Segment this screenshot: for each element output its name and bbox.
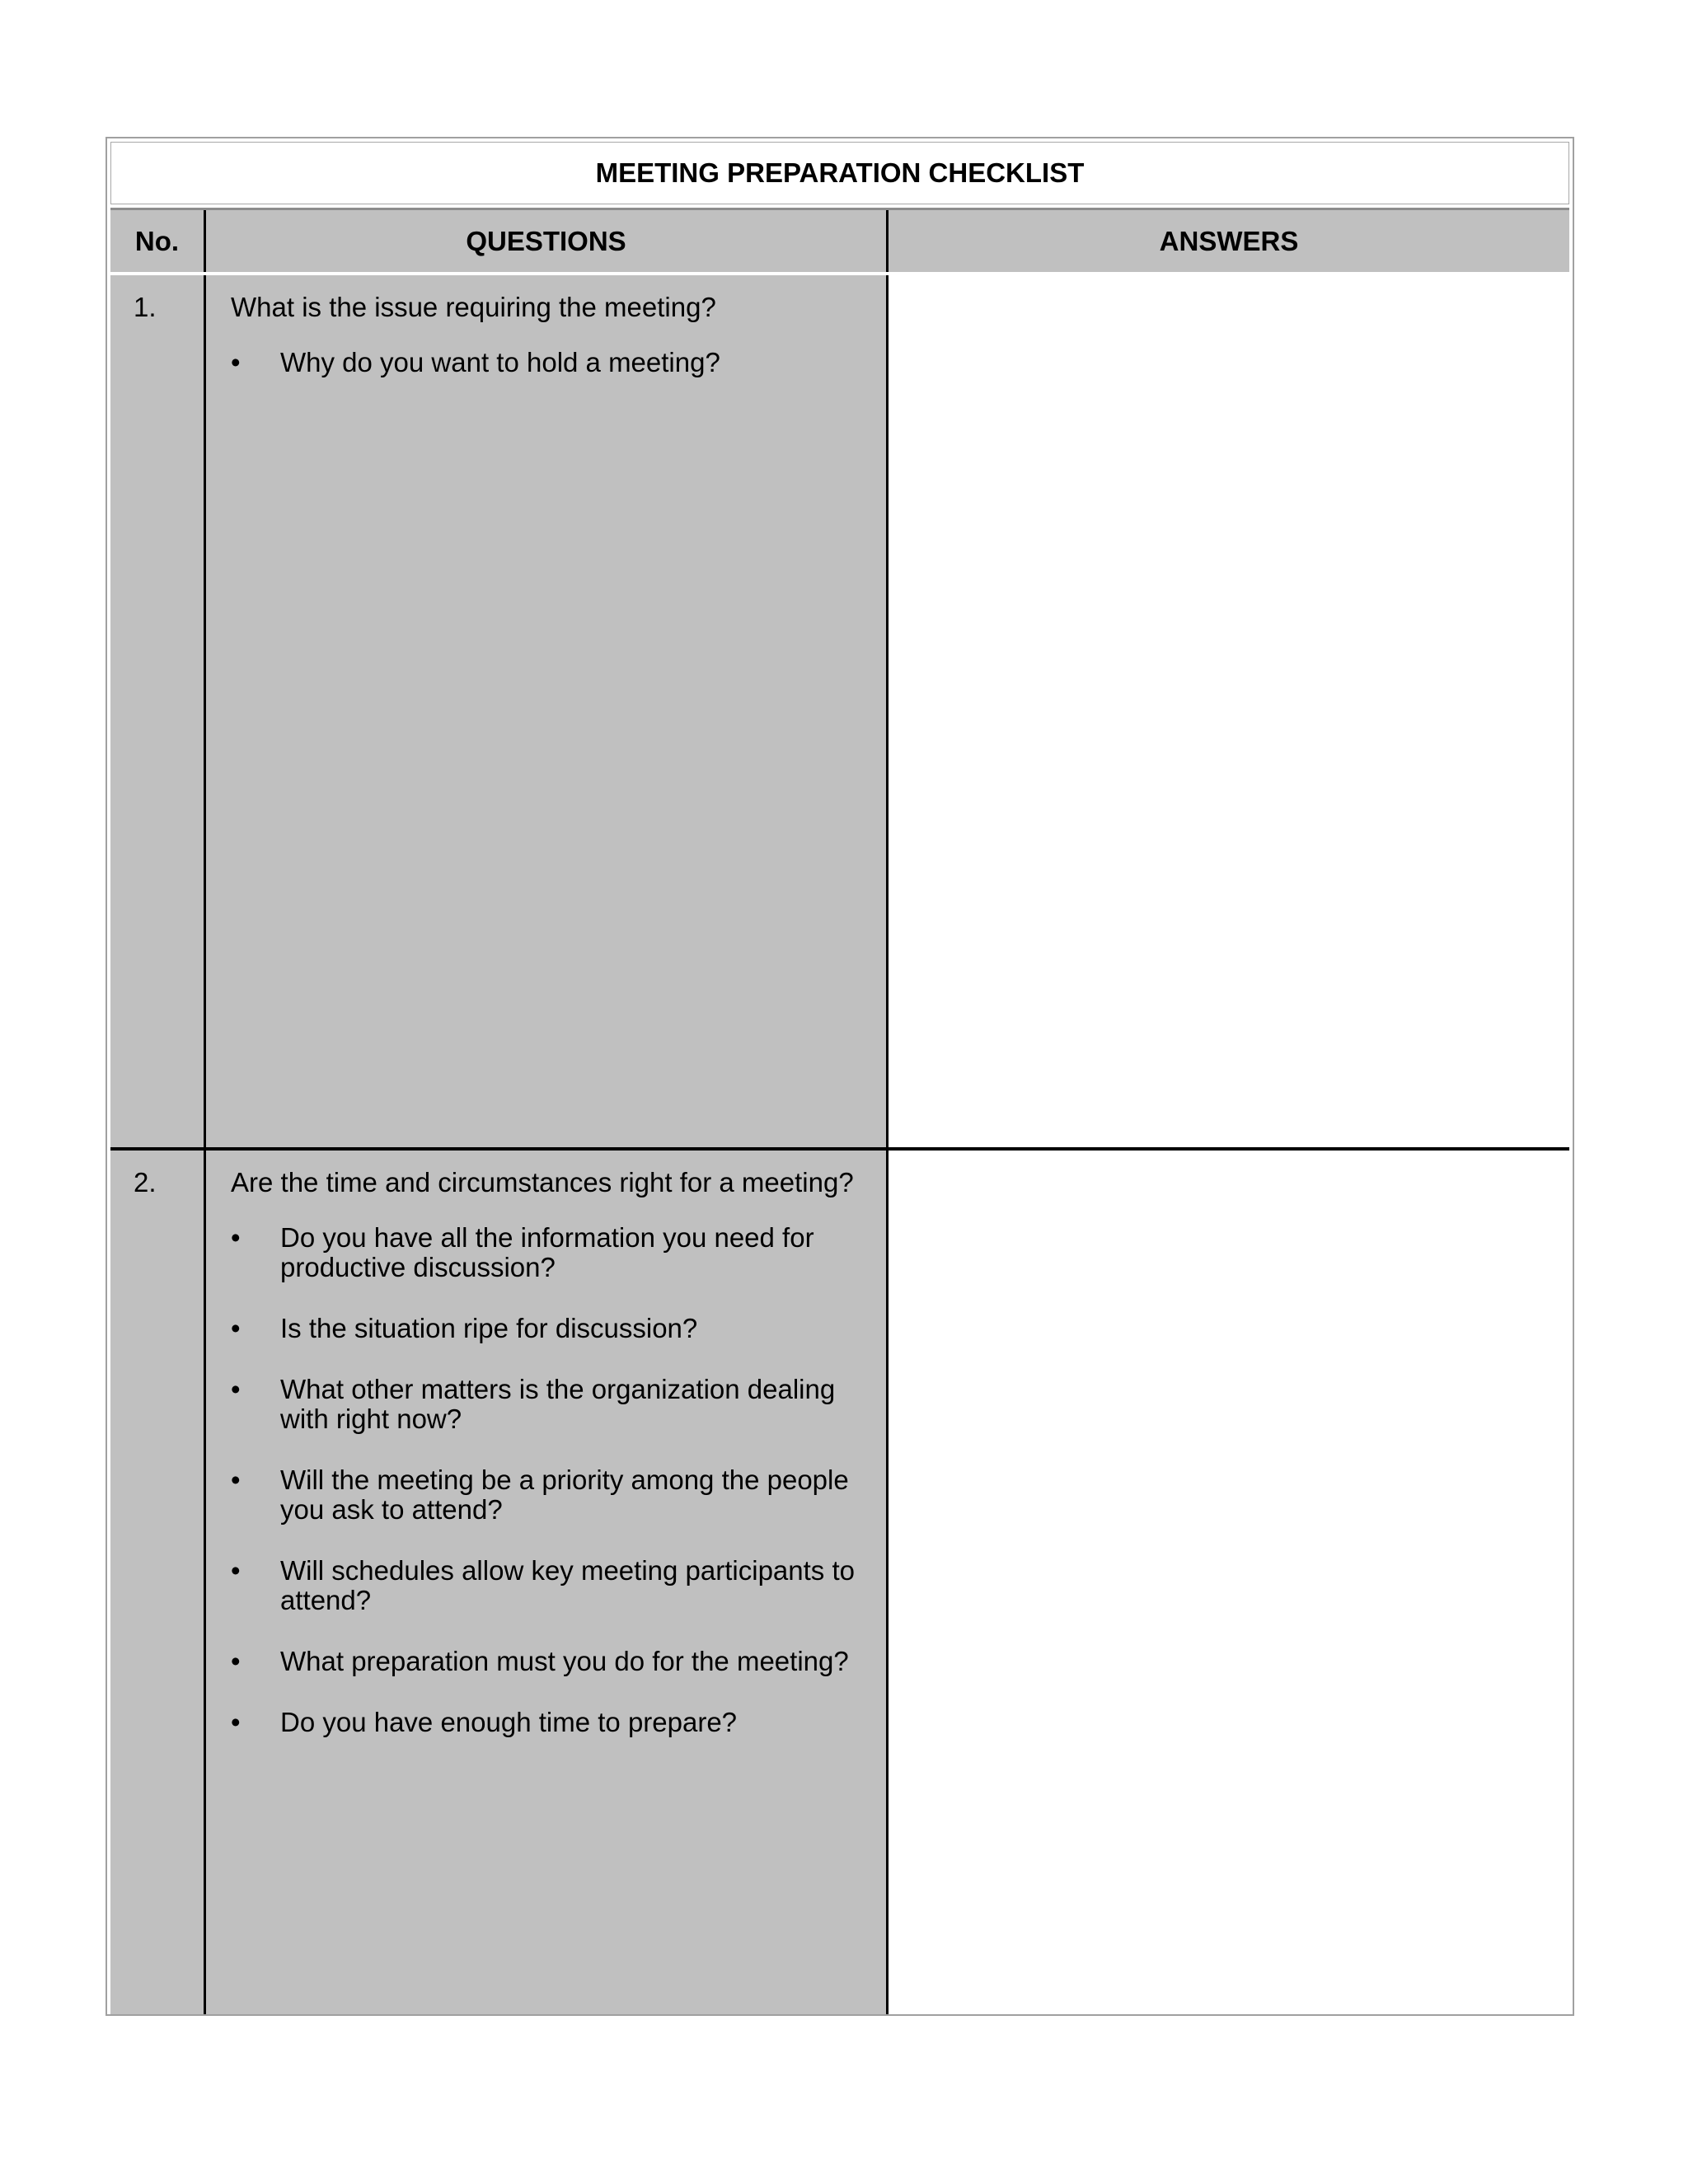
table-row [110, 275, 1569, 1147]
table-row [110, 1147, 1569, 2014]
questions-cell [206, 275, 889, 1147]
bullet-text: Do you have enough time to prepare? [280, 1707, 738, 1737]
checklist-title: MEETING PREPARATION CHECKLIST [110, 142, 1569, 204]
bullet-icon: • [231, 1374, 241, 1404]
bullet-text: Is the situation ripe for discussion? [280, 1313, 698, 1343]
bullet-icon: • [231, 347, 241, 377]
bullet-item [231, 348, 866, 377]
meeting-checklist-table [106, 137, 1574, 2016]
question-text: Are the time and circumstances right for a meeting? [231, 1167, 854, 1197]
question-bullet-list [231, 348, 866, 377]
bullet-text: Will schedules allow key meeting participants to attend? [280, 1555, 855, 1615]
bullet-text: What preparation must you do for the meeting? [280, 1646, 849, 1676]
answer-cell[interactable] [889, 275, 1569, 1147]
header-row [110, 208, 1569, 272]
bullet-item [231, 1465, 866, 1525]
bullet-item [231, 1314, 866, 1343]
bullet-item [231, 1708, 866, 1737]
bullet-icon: • [231, 1465, 241, 1495]
bullet-item [231, 1647, 866, 1676]
header-questions: QUESTIONS [206, 210, 889, 272]
bullet-text: What other matters is the organization dealing with right now? [280, 1374, 836, 1434]
bullet-icon: • [231, 1222, 241, 1253]
bullet-item [231, 1375, 866, 1434]
question-text: What is the issue requiring the meeting? [231, 292, 716, 322]
bullet-text: Will the meeting be a priority among the people you ask to attend? [280, 1465, 849, 1525]
row-number: 1. [110, 275, 206, 1147]
bullet-icon: • [231, 1555, 241, 1586]
bullet-text: Do you have all the information you need for productive discussion? [280, 1222, 814, 1282]
bullet-item [231, 1223, 866, 1282]
bullet-item [231, 1556, 866, 1615]
answer-cell[interactable] [889, 1151, 1569, 2014]
bullet-text: Why do you want to hold a meeting? [280, 347, 720, 377]
questions-cell [206, 1151, 889, 2014]
bullet-icon: • [231, 1707, 241, 1737]
row-number: 2. [110, 1151, 206, 2014]
bullet-icon: • [231, 1313, 241, 1343]
bullet-icon: • [231, 1646, 241, 1676]
header-no: No. [110, 210, 206, 272]
question-bullet-list [231, 1223, 866, 1737]
header-answers: ANSWERS [889, 210, 1569, 272]
